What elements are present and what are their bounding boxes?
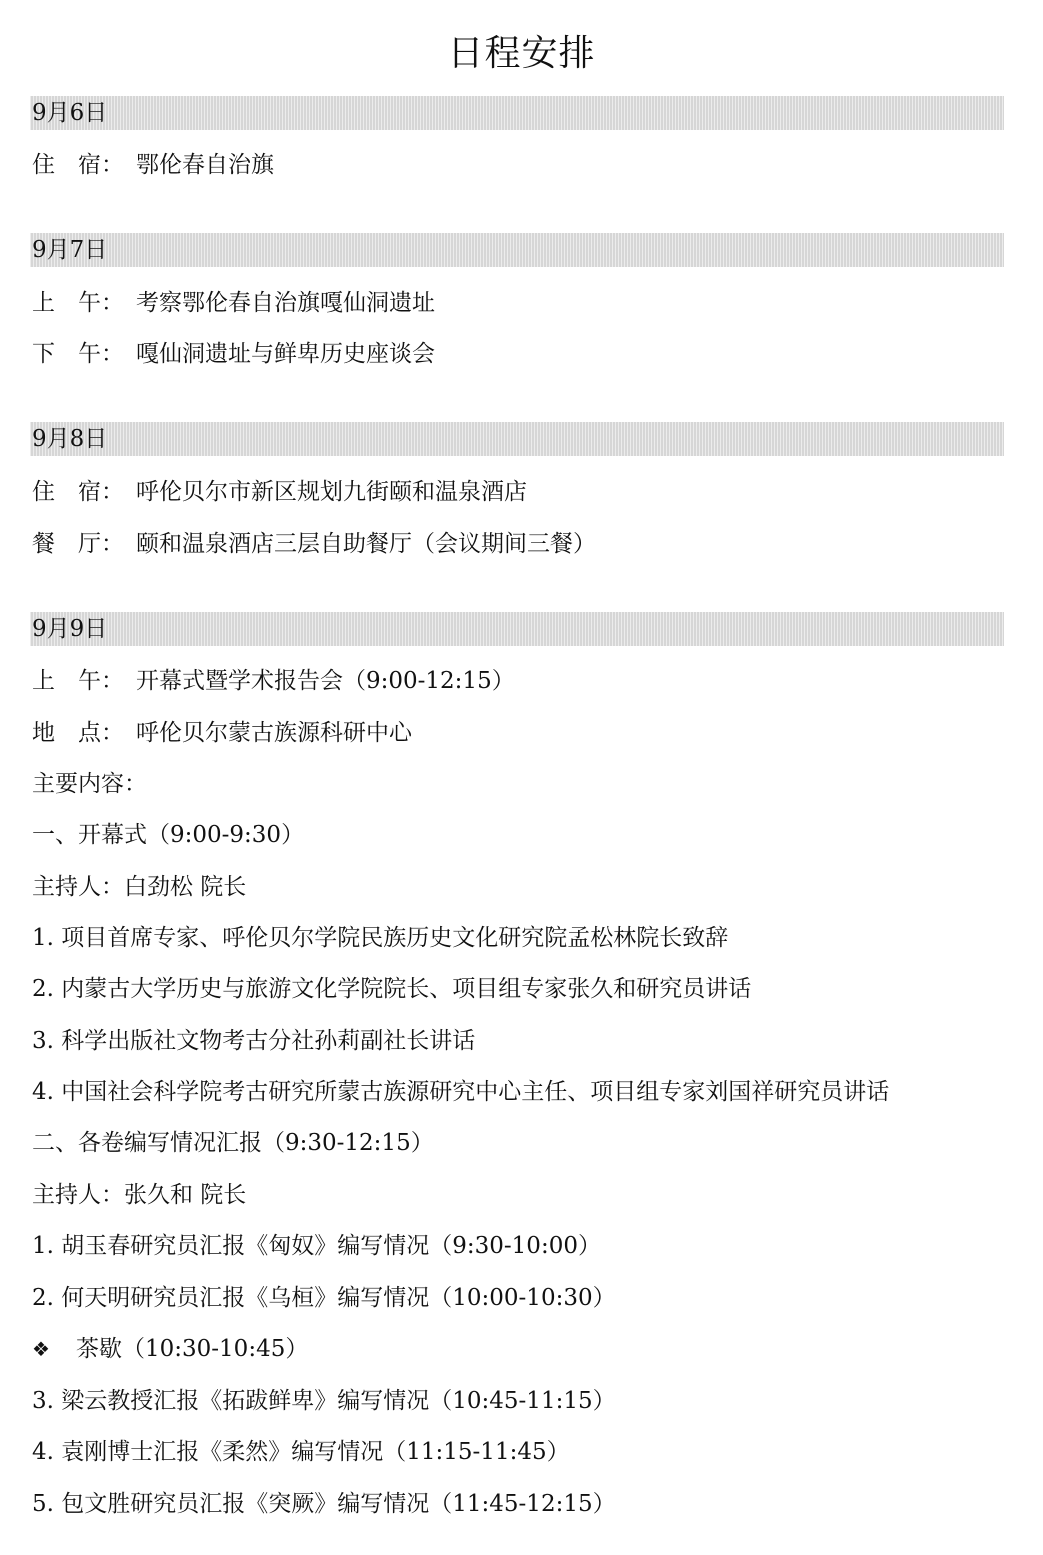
entry-label: 地 点： [32,720,124,746]
diamond-bullet-icon: ❖ [32,1337,50,1361]
agenda-item: 1. 胡玉春研究员汇报《匈奴》编写情况（9:30-10:00） [32,1233,601,1259]
schedule-entry [32,338,435,370]
schedule-entry [32,665,515,697]
entry-label: 下 午： [32,341,124,367]
agenda-item: 4. 袁刚博士汇报《柔然》编写情况（11:15-11:45） [32,1439,570,1465]
entry-label: 餐 厅： [32,531,124,557]
schedule-entry [32,476,527,508]
entry-label: 住 宿： [32,479,124,505]
entry-text: 呼伦贝尔蒙古族源科研中心 [136,720,412,746]
agenda-item: 2. 内蒙古大学历史与旅游文化学院院长、项目组专家张久和研究员讲话 [32,976,752,1002]
schedule-entry [32,287,435,319]
agenda-item: 5. 包文胜研究员汇报《突厥》编写情况（11:45-12:15） [32,1491,616,1517]
day-header-sep7 [30,233,1004,267]
entry-label: 上 午： [32,668,124,694]
schedule-entry [32,717,412,749]
entry-label: 住 宿： [32,152,124,178]
agenda-item: 3. 科学出版社文物考古分社孙莉副社长讲话 [32,1028,476,1054]
entry-text: 考察鄂伦春自治旗嘎仙洞遗址 [136,290,435,316]
day-header-sep8 [30,422,1004,456]
main-content-label: 主要内容： [32,771,147,797]
day-date: 9月7日 [32,237,108,263]
day-header-sep6 [30,96,1004,130]
day-date: 9月9日 [32,616,108,642]
day-date: 9月6日 [32,100,108,126]
section-heading: 一、开幕式（9:00-9:30） [32,822,305,848]
tea-break-text: 茶歇（10:30-10:45） [76,1336,309,1362]
host-line: 主持人：白劲松 院长 [32,874,247,900]
schedule-entry [32,528,596,560]
agenda-item: 4. 中国社会科学院考古研究所蒙古族源研究中心主任、项目组专家刘国祥研究员讲话 [32,1079,890,1105]
day-date: 9月8日 [32,426,108,452]
entry-text: 呼伦贝尔市新区规划九街颐和温泉酒店 [136,479,527,505]
agenda-item: 1. 项目首席专家、呼伦贝尔学院民族历史文化研究院孟松林院长致辞 [32,925,729,951]
schedule-entry [32,149,274,181]
host-line: 主持人：张久和 院长 [32,1182,247,1208]
tea-break-line [32,1333,308,1365]
day-header-sep9 [30,612,1004,646]
page-title: 日程安排 [447,33,596,74]
section-heading: 二、各卷编写情况汇报（9:30-12:15） [32,1130,434,1156]
entry-label: 上 午： [32,290,124,316]
entry-text: 鄂伦春自治旗 [136,152,274,178]
entry-text: 开幕式暨学术报告会（9:00-12:15） [136,668,515,694]
entry-text: 嘎仙洞遗址与鲜卑历史座谈会 [136,341,435,367]
entry-text: 颐和温泉酒店三层自助餐厅（会议期间三餐） [136,531,596,557]
agenda-item: 3. 梁云教授汇报《拓跋鲜卑》编写情况（10:45-11:15） [32,1388,616,1414]
agenda-item: 2. 何天明研究员汇报《乌桓》编写情况（10:00-10:30） [32,1285,616,1311]
